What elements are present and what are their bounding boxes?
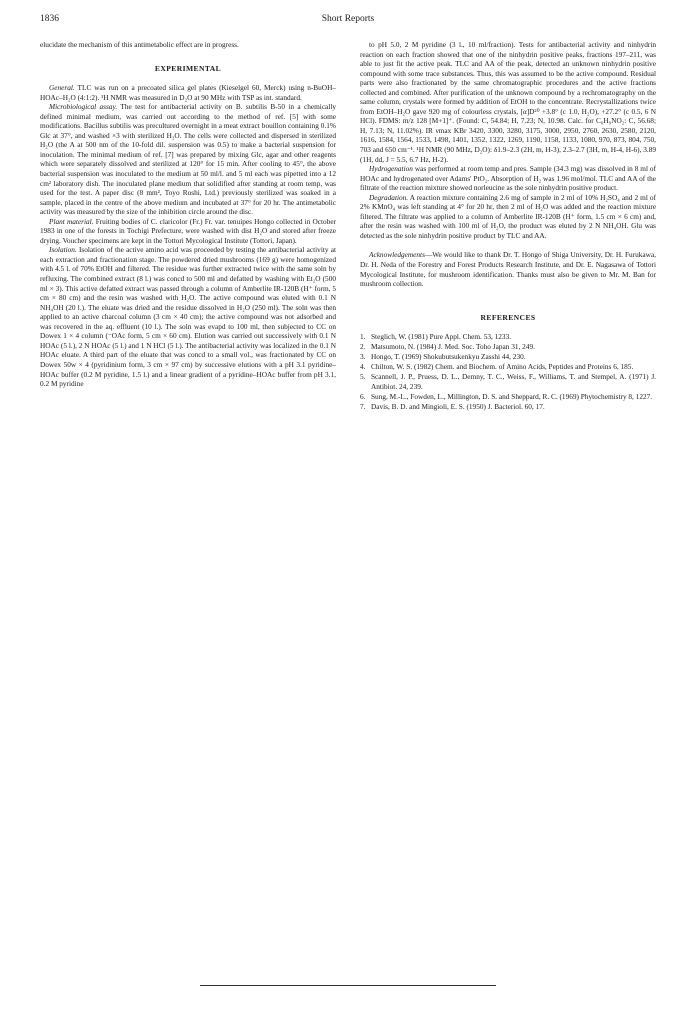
paragraph-text: was performed at room temp and pres. Sample (34.3 mg) was dissolved in 8 ml of HOAc and hydrogenated over Adams' PtO₂. Absorption of H₂ was 1.96 mol/mol. TLC and AA of the filtrate of the reaction mixture showed norleucine as the sole ninhydrin positive product. (360, 164, 656, 193)
paragraph-text: Fruiting bodies of C. claricolor (Fr.) Fr. var. tenuipes Hongo collected in October 1983 in one of the forests in Tochigi Prefecture, were washed with dist H₂O and stored after freeze drying. Voucher specimens are kept in the Tottori Mycological Institute (Tottori, Japan). (40, 216, 336, 245)
paragraph-lead: Plant material. (49, 216, 94, 226)
page-number: 1836 (40, 14, 59, 24)
reference-text: Hongo, T. (1969) Shokubutsukenkyu Zasshi 44, 230. (371, 352, 526, 362)
reference-item (360, 342, 656, 352)
paragraph-text: The test for antibacterial activity on B. subtilis B-50 in a chemically defined minimal medium, was carried out according to the method of ref. [5] with some modifications. Bacillus subtilis was precultured overnight in a meat extract bouillon containing 0.1% Glc at 37°, and washed ×3 with sterilized H₂O. The cells were collected and dispersed in sterilized H₂O (the A at 500 nm of the 10-fold dil. suspension was 0.5) to make a bacterial suspension for inoculation. The minimal medium of ref. [7] was prepared by mixing Glc, agar and other reagents which were separately dissolved and sterilized at 120° for 15 min. After cooling to 45°, the above bacterial suspension was inoculated to the medium at 50 ml/l. and 5 ml each was pipetted into a 12 cm² laboratory dish. The inoculated plane medium that solidified after standing at room temp, was used for the test. A paper disc (8 mm², Toyo Roshi, Ltd.) previously sterilized was soaked in a sample, placed in the centre of the above medium and incubated at 37° for 20 hr. The antimetabolic activity was measured by the size of the inhibition circle around the disc. (40, 102, 336, 217)
reference-number: 6. (360, 392, 366, 401)
reference-item (360, 392, 656, 402)
acknowledgements-text: —We would like to thank Dr. T. Hongo of Shiga University, Dr. H. Furukawa, Dr. H. Neda of the Forestry and Forest Products Research Institute, and Dr. E. Nagasawa of Tottori Mycological Institute, for mushroom identification. Thanks must also be given to Mr. M. Ban for mushroom collection. (360, 250, 656, 289)
paragraph-text: Isolation of the active amino acid was proceeded by testing the antibacterial activity at each extraction and fractionation stage. The powdered dried mushrooms (169 g) were homogenized with 4.5 l. of 70% EtOH and filtered. The residue was further extracted twice with the same soln by refluxing. The combined extract (8 l.) was concd to 500 ml and defatted by washing with Et₂O (500 ml × 3). This active defatted extract was passed through a column of Amberlite IR-120B (H⁺ form, 5 cm × 80 cm) and the resin was washed with H₂O. The active compound was eluted with 0.1 N NH₄OH (20 l.). The eluate was dried and the residue dissolved in H₂O (250 ml). The soln was then applied to an active charcoal column (3 cm × 40 cm); the active compound was not adsorbed and was recovered in the aq. effluent (10 l.). The soln was evapd to 100 ml, then subjected to CC on Dowex 1 × 4 column (⁻OAc form, 5 cm × 60 cm). Elution was carried out successively with 0.1 N HOAc (5 l.), 2 N HOAc (5 l.) and 1 N HCl (5 l.). The antibacterial activity was localized in the 0.1 N HOAc eluate. A third part of the eluate that was concd to a small vol., was fractionated by CC on Dowex 50w × 4 (pyridinium form, 3 cm × 97 cm) by successive elutions with a pH 3.1 pyridine–HOAc buffer (0.2 M pyridine, 1.5 l.) and a linear gradient of a pyridine–HOAc buffer from pH 3.1, 0.2 M pyridine (40, 245, 336, 389)
left-column (40, 40, 336, 389)
reference-list (360, 332, 656, 411)
results-body (360, 40, 656, 240)
paragraph-text: A reaction mixture containing 2.6 mg of sample in 2 ml of 10% H₂SO₄ and 2 ml of 2% KMnO₄ was left standing at 4° for 20 hr, then 2 ml of H₂O was added and the reaction mixture filtered. The filtrate was applied to a column of Amberlite IR-120B (H⁺ form, 1.5 cm × 6 cm) and, after the resin was washed with 100 ml of H₂O, the product was eluted by 2 N NH₄OH. Glu was detected as the sole ninhydrin positive product by TLC and AA. (360, 192, 656, 240)
section-title-experimental: EXPERIMENTAL (154, 63, 222, 73)
right-column (360, 40, 656, 412)
body-paragraph (40, 217, 336, 246)
experimental-body (40, 83, 336, 389)
reference-item (360, 372, 656, 391)
paragraph-text: to pH 5.0, 2 M pyridine (3 l., 10 ml/fraction). Tests for antibacterial activity and ninhydrin reaction on each fraction showed that one of the ninhydrin positive peaks, fractions 197–211, was able to just fit the active peak. TLC and AA of the peak, detected an unknown ninhydrin positive compound with some trace substances. Thus, this was assumed to be the active compound. Residual parts were also fractionated by the same chromatographic procedures and the active fractions collected and combined. After purification of the unknown compound by a rechromatography on the same column, crystals were formed by addition of EtOH to the concentrate. Recrystallizations twice from EtOH–H₂O gave 920 mg of colourless crystals, [α]D²⁰ +3.8° (c 1.0, H₂O), +27.2° (c 0.5, 6 N HCl). FDMS: m/z 128 [M+1]⁺. (Found: C, 54.84; H, 7.23; N, 10.98. Calc. for C₆H₉NO₂: C, 56.68; H, 7.13; N, 11.02%). IR νmax KBr 3420, 3300, 3280, 3175, 3000, 2950, 2760, 2630, 2580, 2120, 1616, 1584, 1564, 1533, 1498, 1401, 1352, 1322, 1269, 1190, 1158, 1133, 1080, 970, 873, 804, 750, 703 and 650 cm⁻¹. ¹H NMR (90 MHz, D₂O): δ1.9–2.3 (2H, m, H-3), 2.3–2.7 (3H, m, H-4, H-6), 3.89 (1H, dd, J = 5.5, 6.7 Hz, H-2). (360, 40, 656, 164)
reference-number: 1. (360, 332, 366, 342)
reference-item (360, 362, 656, 372)
bottom-rule (200, 985, 496, 986)
body-paragraph (360, 193, 656, 241)
body-paragraph (40, 102, 336, 217)
reference-number: 7. (360, 402, 366, 412)
page-header (40, 14, 656, 28)
reference-number: 4. (360, 362, 366, 372)
body-paragraph (360, 40, 656, 164)
reference-text: Davis, B. D. and Mingioli, E. S. (1950) J. Bacteriol. 60, 17. (371, 402, 545, 412)
paragraph-lead: Hydrogenation (369, 164, 413, 174)
reference-text: Matsumoto, N. (1984) J. Med. Soc. Toho Japan 31, 249. (371, 342, 535, 352)
body-paragraph (40, 245, 336, 388)
reference-item (360, 332, 656, 342)
intro-paragraph: elucidate the mechanism of this antimetabolic effect are in progress. (40, 40, 239, 49)
acknowledgements-lead: Acknowledgements (369, 250, 425, 260)
running-head: Short Reports (321, 14, 375, 24)
reference-number: 3. (360, 352, 366, 362)
body-paragraph (360, 164, 656, 193)
reference-text: Sung, M.-L., Fowden, L., Millington, D. S. and Sheppard, R. C. (1969) Phytochemistry 8, 1227. (371, 392, 653, 401)
paragraph-text: TLC was run on a precoated silica gel plates (Kieselgel 60, Merck) using n-BuOH–HOAc–H₂O (4:1:2). ¹H NMR was measured in D₂O at 90 MHz with TSP as int. standard. (40, 83, 336, 102)
reference-item (360, 352, 656, 362)
acknowledgements-paragraph (360, 250, 656, 288)
body-paragraph (40, 83, 336, 102)
section-title-references: REFERENCES (480, 312, 536, 322)
paragraph-lead: Degradation. (369, 192, 409, 202)
paragraph-lead: Isolation. (49, 245, 77, 255)
reference-number: 2. (360, 342, 366, 352)
reference-number: 5. (360, 372, 366, 382)
paragraph-lead: General. (49, 83, 75, 93)
reference-text: Scannell, J. P., Pruess, D. L., Demny, T. C., Weiss, F., Williams, T. and Stempel, A. (1971) J. Antibiot. 24, 239. (371, 372, 656, 391)
reference-item (360, 402, 656, 412)
paragraph-lead: Microbiological assay. (49, 102, 118, 112)
reference-text: Steglich, W. (1981) Pure Appl. Chem. 53, 1233. (371, 332, 512, 342)
reference-text: Chilton, W. S. (1982) Chem. and Biochem. of Amino Acids, Peptides and Proteins 6, 185. (371, 362, 634, 372)
